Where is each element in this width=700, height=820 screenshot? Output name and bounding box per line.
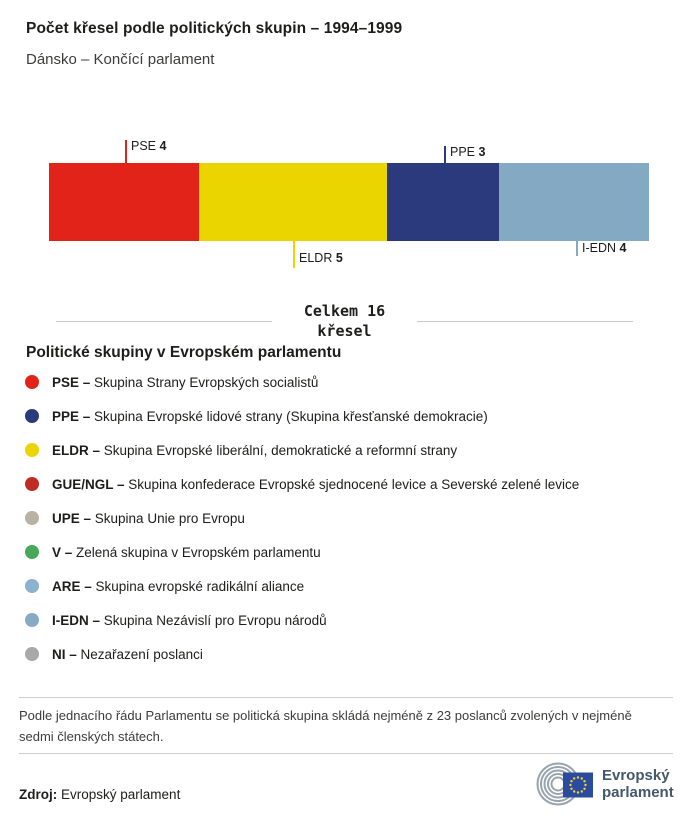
legend-item-label: V – Zelená skupina v Evropském parlamentu xyxy=(52,544,321,560)
legend-item-ni xyxy=(25,637,680,671)
seat-bar xyxy=(49,163,649,241)
callout-tick-iedn xyxy=(576,241,578,256)
legend-item-label: I-EDN – Skupina Nezávislí pro Evropu národů xyxy=(52,612,327,628)
legend-item-pse xyxy=(25,365,680,399)
legend-list xyxy=(25,365,680,671)
total-rule-right xyxy=(417,321,633,322)
logo-text xyxy=(602,767,674,801)
callout-label-ppe xyxy=(450,145,485,159)
callout-label-iedn xyxy=(582,241,626,255)
callout-seats-ppe: 3 xyxy=(478,145,486,159)
legend-color-dot xyxy=(25,613,39,627)
bar-segment-eldr xyxy=(199,163,387,241)
total-line1: Celkem 16 xyxy=(303,302,386,320)
footnote-divider-bottom xyxy=(19,753,673,754)
legend-color-dot xyxy=(25,477,39,491)
callout-label-pse xyxy=(131,139,166,153)
bar-segment-pse xyxy=(49,163,199,241)
callout-seats-iedn: 4 xyxy=(619,241,627,255)
total-seats-label xyxy=(272,301,417,341)
legend-item-label: PPE – Skupina Evropské lidové strany (Skupina křesťanské demokracie) xyxy=(52,408,488,424)
legend-item-label: UPE – Skupina Unie pro Evropu xyxy=(52,510,245,526)
logo-text-line1: Evropský xyxy=(602,767,670,784)
legend-item-label: NI – Nezařazení poslanci xyxy=(52,646,203,662)
legend-color-dot xyxy=(25,409,39,423)
legend-item-ppe xyxy=(25,399,680,433)
legend-heading: Politické skupiny v Evropském parlamentu xyxy=(26,344,342,361)
legend-item-eldr xyxy=(25,433,680,467)
european-parliament-logo xyxy=(528,761,674,807)
logo-text-line2: parlament xyxy=(602,784,674,801)
source-value: Evropský parlament xyxy=(61,787,181,802)
source-line xyxy=(19,787,180,802)
callout-seats-eldr: 5 xyxy=(335,251,343,265)
callout-tick-pse xyxy=(125,140,127,163)
callout-tick-eldr xyxy=(293,241,295,268)
total-rule-left xyxy=(56,321,272,322)
eu-flag xyxy=(563,773,593,798)
legend-item-i-edn xyxy=(25,603,680,637)
legend-color-dot xyxy=(25,647,39,661)
legend-color-dot xyxy=(25,545,39,559)
legend-item-v xyxy=(25,535,680,569)
callout-name-eldr: ELDR xyxy=(299,251,333,265)
source-label: Zdroj: xyxy=(19,787,58,802)
legend-item-gue-ngl xyxy=(25,467,680,501)
callout-tick-ppe xyxy=(444,146,446,163)
total-line2: křesel xyxy=(317,322,372,340)
page-title: Počet křesel podle politických skupin – 1994–1999 xyxy=(26,20,403,37)
callout-seats-pse: 4 xyxy=(159,139,167,153)
legend-color-dot xyxy=(25,375,39,389)
legend-item-label: ELDR – Skupina Evropské liberální, demokratické a reformní strany xyxy=(52,442,458,458)
bar-segment-i-edn xyxy=(499,163,649,241)
hemicycle-eu-flag-icon xyxy=(528,761,594,807)
page-subtitle: Dánsko – Končící parlament xyxy=(26,51,215,68)
legend-color-dot xyxy=(25,511,39,525)
legend-item-label: GUE/NGL – Skupina konfederace Evropské sjednocené levice a Severské zelené levice xyxy=(52,476,580,492)
callout-name-ppe: PPE xyxy=(450,145,476,159)
callout-name-iedn: I-EDN xyxy=(582,241,617,255)
bar-segment-ppe xyxy=(387,163,500,241)
legend-color-dot xyxy=(25,579,39,593)
legend-item-upe xyxy=(25,501,680,535)
footnote-divider-top xyxy=(19,697,673,698)
legend-item-label: PSE – Skupina Strany Evropských socialistů xyxy=(52,374,319,390)
legend-color-dot xyxy=(25,443,39,457)
total-seats-row xyxy=(56,301,633,341)
legend-item-are xyxy=(25,569,680,603)
footnote-text: Podle jednacího řádu Parlamentu se politická skupina skládá nejméně z 23 poslanců zvolených v nejméně sedmi členských státech. xyxy=(19,708,632,744)
header xyxy=(26,20,674,68)
callout-name-pse: PSE xyxy=(131,139,157,153)
legend-item-label: ARE – Skupina evropské radikální aliance xyxy=(52,578,305,594)
callout-label-eldr xyxy=(299,251,343,265)
